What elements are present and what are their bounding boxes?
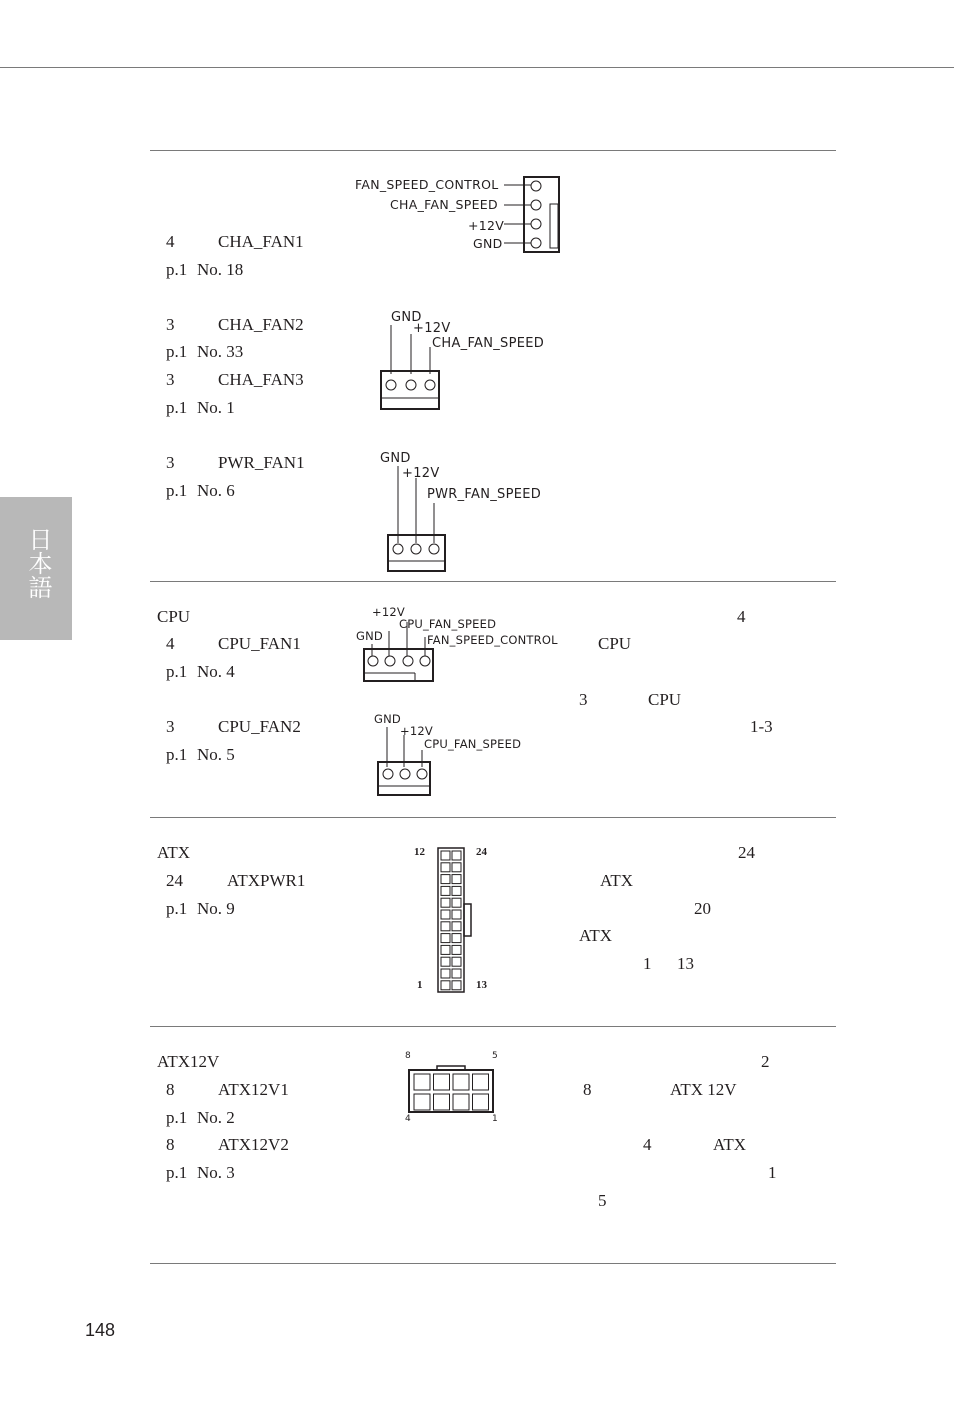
cha-fan3-count: 3 — [166, 370, 175, 389]
section-rule-atx — [150, 817, 836, 818]
connector-pin — [441, 886, 450, 895]
connector-pin — [452, 863, 461, 872]
atxpwr1-page: p.1 — [166, 899, 188, 918]
cha-fan3-page: p.1 — [166, 398, 188, 417]
connector-pin — [434, 1074, 450, 1090]
cha-fan1-page: p.1 — [166, 260, 188, 279]
cha-fan1-name: CHA_FAN1 — [218, 232, 304, 251]
cpu-desc-cpu: CPU — [598, 634, 632, 653]
cpu-fan1-page: p.1 — [166, 662, 188, 681]
cpu-fan2-page: p.1 — [166, 745, 188, 764]
connector-pin — [441, 957, 450, 966]
atxpwr1-connector-diagram — [436, 846, 476, 994]
atx12v1-count: 8 — [166, 1080, 175, 1099]
connector-pin — [452, 957, 461, 966]
section-rule-atx12v — [150, 1026, 836, 1027]
pwr-fan1-page: p.1 — [166, 481, 188, 500]
cpu-fan1-no: No. 4 — [197, 662, 235, 681]
cha-fan3-no: No. 1 — [197, 398, 235, 417]
section-rule-top — [150, 150, 836, 151]
section-rule-cpu — [150, 581, 836, 582]
atx12v-pin-label: 8 — [405, 1051, 411, 1061]
connector-pin — [452, 898, 461, 907]
atx-desc-atx: ATX — [600, 871, 634, 890]
connector-pin — [441, 934, 450, 943]
connector-pin — [441, 910, 450, 919]
section-rule-bottom — [150, 1263, 836, 1264]
connector-pin — [452, 934, 461, 943]
atx12v2-page: p.1 — [166, 1163, 188, 1182]
atx12v2-name: ATX12V2 — [218, 1135, 289, 1154]
cha-fan1-count: 4 — [166, 232, 175, 251]
atx-pin-label: 13 — [476, 979, 487, 991]
cpu-fan2-connector-diagram — [373, 722, 437, 800]
header-rule — [0, 67, 954, 68]
cha-fan1-connector-diagram — [500, 174, 570, 258]
cpu-desc-3: 3 — [579, 690, 588, 709]
cpu-fan2-pin-label: CPU_FAN_SPEED — [424, 737, 522, 751]
atx-pin-label: 1 — [417, 979, 423, 991]
connector-pin — [441, 851, 450, 860]
atx12v2-count: 8 — [166, 1135, 175, 1154]
cha-fan1-pin-label: +12V — [468, 218, 505, 233]
atx12v-pin-label: 4 — [405, 1114, 411, 1124]
pwr-fan1-pin-label: PWR_FAN_SPEED — [427, 487, 542, 502]
atxpwr1-no: No. 9 — [197, 899, 235, 918]
atx-pin-label: 12 — [414, 846, 425, 858]
connector-pin — [452, 875, 461, 884]
atx12v-section-title: ATX12V — [157, 1052, 220, 1071]
pwr-fan1-name: PWR_FAN1 — [218, 453, 305, 472]
atx12v-connector-diagram — [406, 1064, 498, 1116]
connector-pin — [453, 1074, 469, 1090]
cpu-fan1-pin-label: CPU_FAN_SPEED — [399, 617, 497, 631]
pwr-fan1-pin-label: GND — [380, 451, 411, 466]
atx12v-desc-1: 1 — [768, 1163, 777, 1182]
connector-pin — [441, 969, 450, 978]
atx12v2-no: No. 3 — [197, 1163, 235, 1182]
connector-pin — [441, 875, 450, 884]
connector-pin — [452, 851, 461, 860]
connector-pin — [441, 898, 450, 907]
cpu-fan1-name: CPU_FAN1 — [218, 634, 301, 653]
pwr-fan1-no: No. 6 — [197, 481, 235, 500]
connector-pin — [452, 945, 461, 954]
cpu-fan1-pin-label: FAN_SPEED_CONTROL — [427, 633, 558, 647]
connector-pin — [473, 1074, 489, 1090]
cpu-desc-cpu2: CPU — [648, 690, 682, 709]
atxpwr1-count: 24 — [166, 871, 183, 890]
atx-section-title: ATX — [157, 843, 191, 862]
atx12v-desc-4: 4 — [643, 1135, 652, 1154]
connector-pin — [441, 922, 450, 931]
cha-fan2-pin-label: GND — [391, 310, 422, 325]
cpu-fan2-count: 3 — [166, 717, 175, 736]
cha-fan2-count: 3 — [166, 315, 175, 334]
connector-pin — [452, 981, 461, 990]
cpu-fan1-pin-label: GND — [356, 629, 383, 643]
cpu-fan1-pin-label: +12V — [372, 605, 405, 619]
cpu-fan2-pin-label: +12V — [400, 724, 433, 738]
atx-desc-24: 24 — [738, 843, 755, 862]
connector-pin — [441, 981, 450, 990]
cha-fan2-page: p.1 — [166, 342, 188, 361]
atx12v-desc-2: 2 — [761, 1052, 770, 1071]
atx12v-desc-8: 8 — [583, 1080, 592, 1099]
connector-pin — [434, 1094, 450, 1110]
connector-pin — [441, 945, 450, 954]
connector-pin — [473, 1094, 489, 1110]
atx12v-desc-atx12v: ATX 12V — [670, 1080, 737, 1099]
atx-desc-1: 1 — [643, 954, 652, 973]
atx12v1-name: ATX12V1 — [218, 1080, 289, 1099]
cpu-fan1-count: 4 — [166, 634, 175, 653]
pwr-fan1-count: 3 — [166, 453, 175, 472]
cha-fan1-pin-label: FAN_SPEED_CONTROL — [355, 177, 499, 192]
atx12v1-no: No. 2 — [197, 1108, 235, 1127]
cpu-fan2-pin-label: GND — [374, 712, 401, 726]
cha-fan2-pin-label: CHA_FAN_SPEED — [432, 336, 545, 351]
connector-pin — [452, 969, 461, 978]
pwr-fan1-connector-diagram — [385, 463, 451, 575]
cha-fan3-name: CHA_FAN3 — [218, 370, 304, 389]
cpu-fan2-name: CPU_FAN2 — [218, 717, 301, 736]
cha-fan2-pin-label: +12V — [413, 321, 451, 336]
cpu-desc-range: 1-3 — [750, 717, 773, 736]
connector-pin — [414, 1094, 430, 1110]
pwr-fan1-pin-label: +12V — [402, 466, 440, 481]
atx-desc-atx2: ATX — [579, 926, 613, 945]
atx12v-desc-atx: ATX — [713, 1135, 747, 1154]
cha-fan1-no: No. 18 — [197, 260, 244, 279]
atxpwr1-name: ATXPWR1 — [227, 871, 306, 890]
connector-pin — [452, 922, 461, 931]
connector-pin — [452, 886, 461, 895]
cpu-fan2-no: No. 5 — [197, 745, 235, 764]
atx12v-desc-5: 5 — [598, 1191, 607, 1210]
cha-fan1-pin-label: CHA_FAN_SPEED — [390, 197, 498, 212]
atx-pin-label: 24 — [476, 846, 487, 858]
atx12v-pin-label: 5 — [492, 1051, 498, 1061]
cpu-desc-4: 4 — [737, 607, 746, 626]
cha-fan2-connector-diagram — [378, 322, 444, 414]
cha-fan2-name: CHA_FAN2 — [218, 315, 304, 334]
language-tab[interactable] — [0, 497, 72, 640]
cha-fan1-pin-label: GND — [473, 236, 503, 251]
language-tab-label: 日本語 — [24, 527, 52, 599]
atx12v1-page: p.1 — [166, 1108, 188, 1127]
cpu-fan1-connector-diagram — [360, 617, 440, 687]
cpu-section-title: CPU — [157, 607, 191, 626]
atx-desc-13: 13 — [677, 954, 694, 973]
cha-fan2-no: No. 33 — [197, 342, 244, 361]
connector-pin — [414, 1074, 430, 1090]
connector-pin — [441, 863, 450, 872]
connector-pin — [453, 1094, 469, 1110]
connector-pin — [452, 910, 461, 919]
atx-desc-20: 20 — [694, 899, 711, 918]
page-number: 148 — [85, 1320, 116, 1340]
atx12v-pin-label: 1 — [492, 1114, 498, 1124]
